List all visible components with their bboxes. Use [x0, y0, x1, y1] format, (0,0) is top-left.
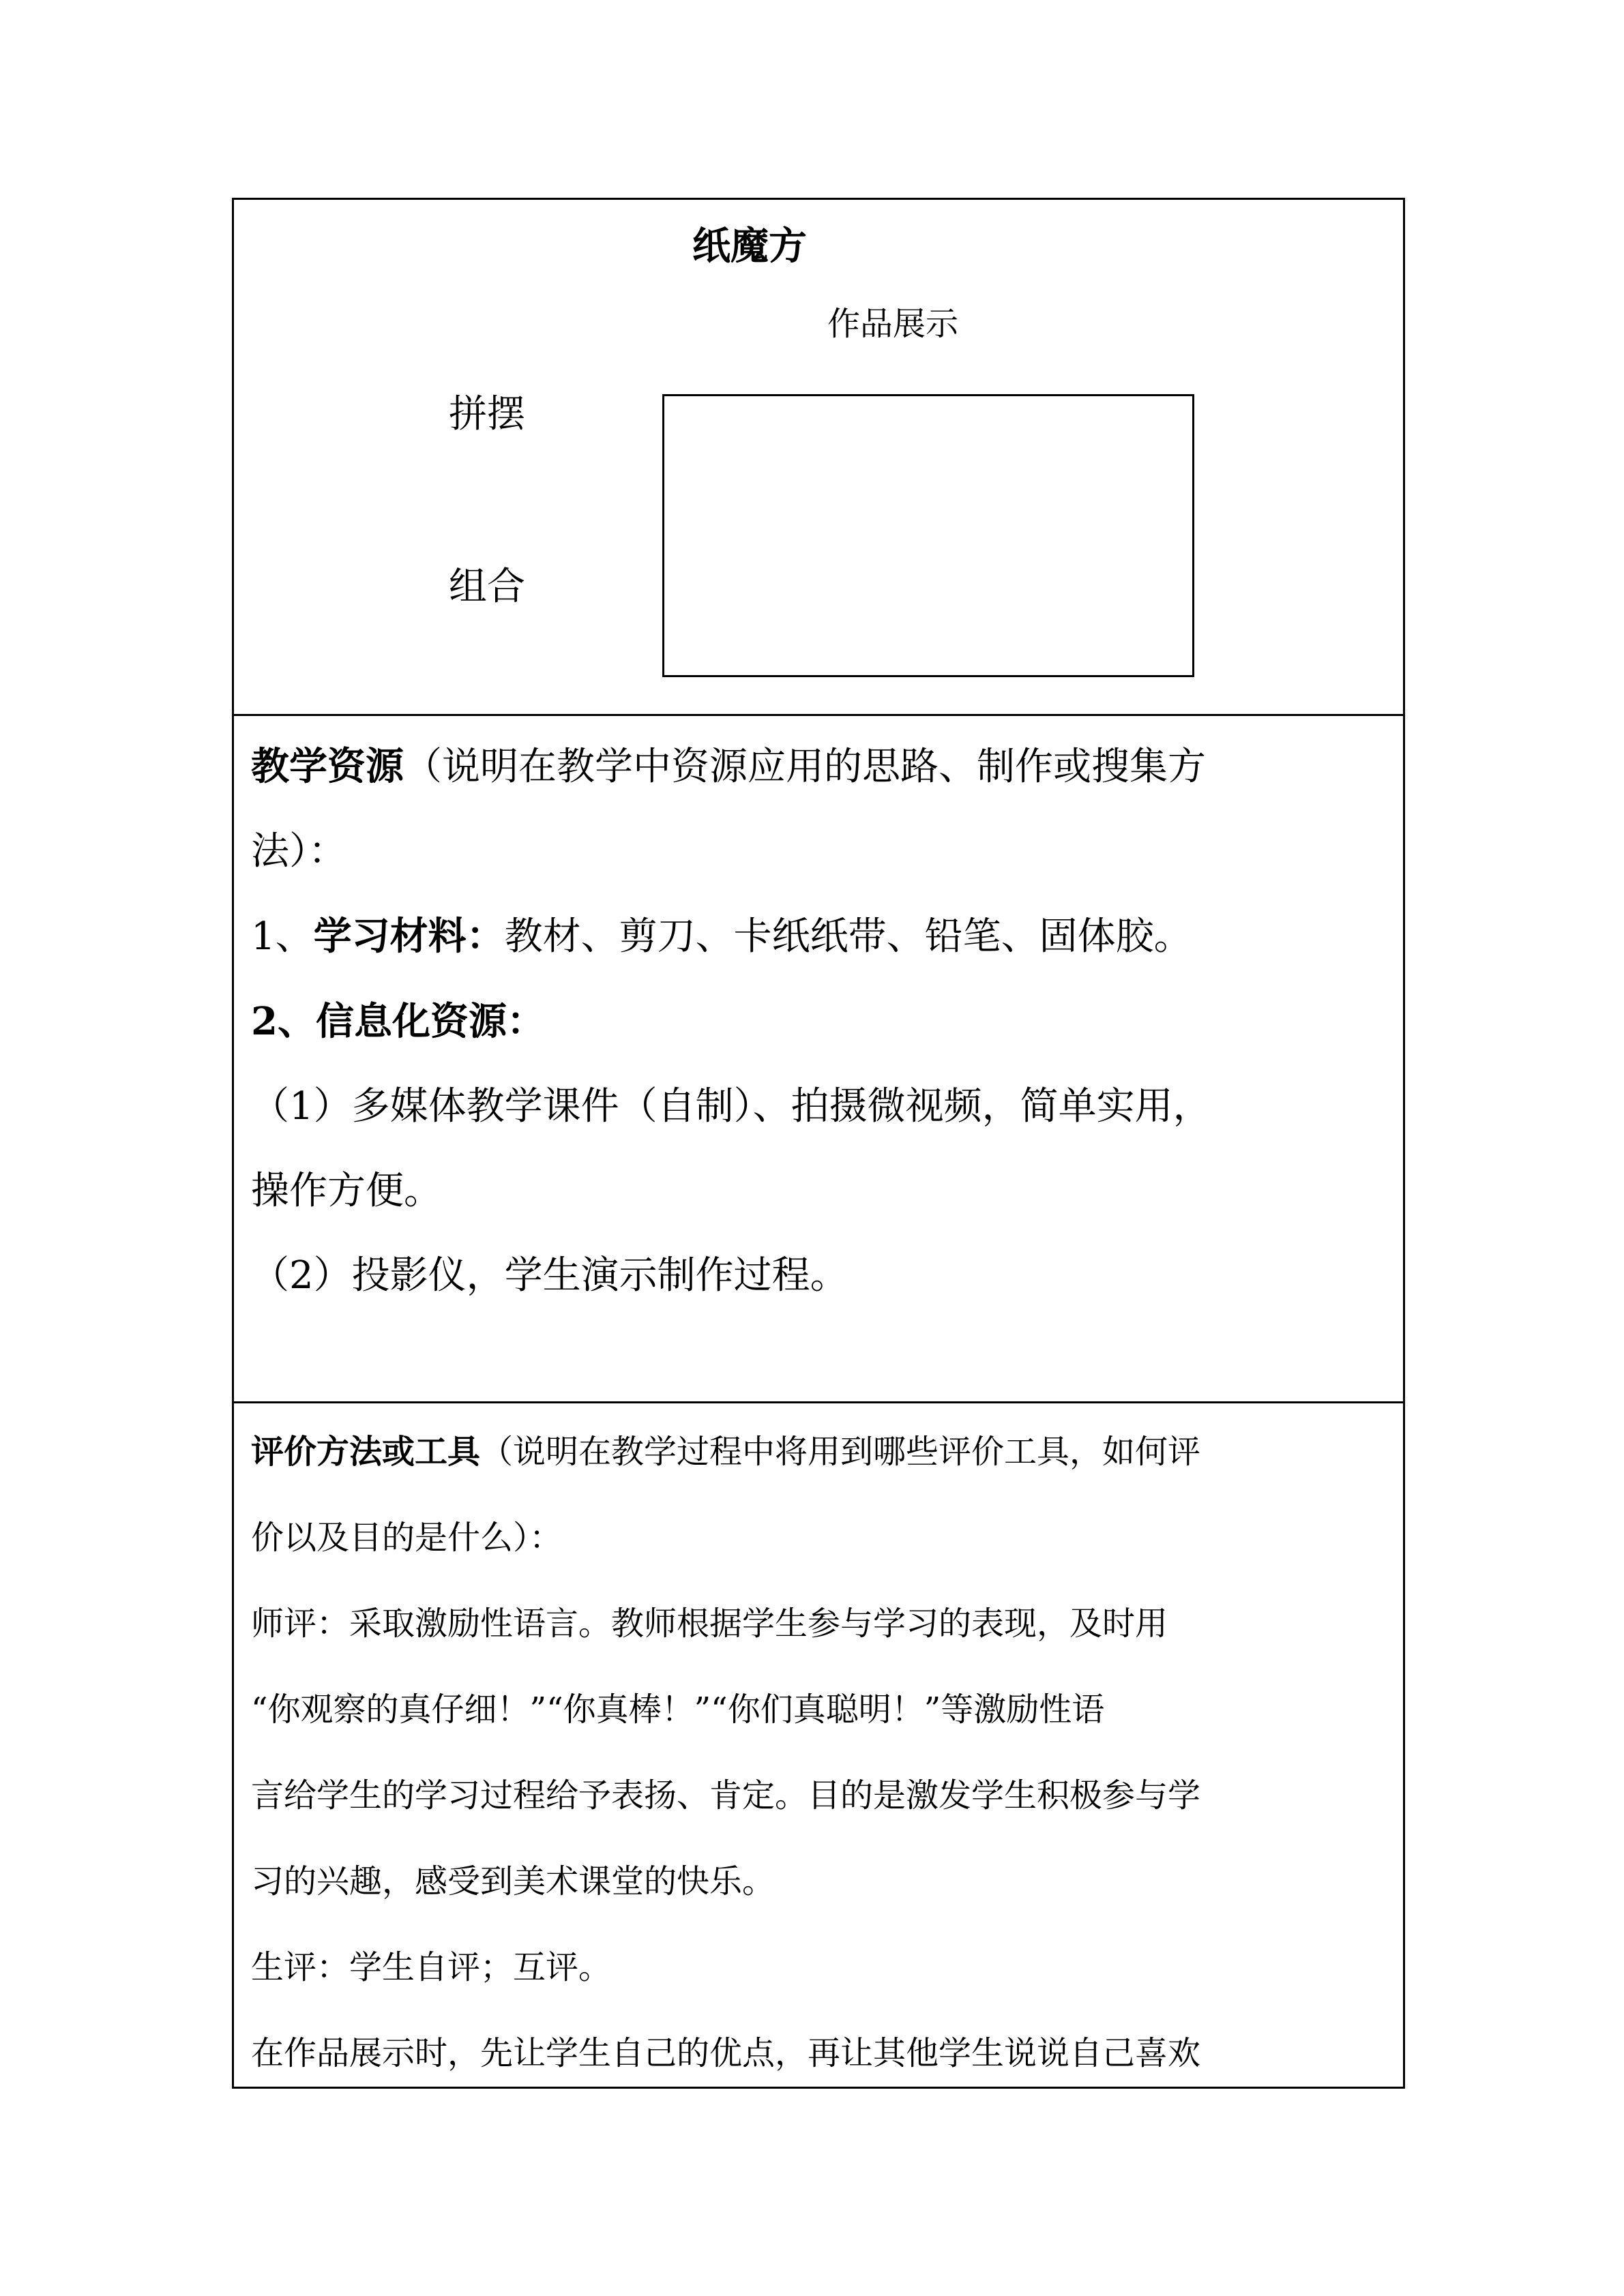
evaluation-line: 习的兴趣，感受到美术课堂的快乐。 [251, 1862, 776, 1900]
evaluation-section [234, 1403, 1403, 2089]
artwork-image-frame [662, 394, 1194, 677]
evaluation-line: 生评：学生自评；互评。 [251, 1948, 612, 1986]
section-subtitle: 作品展示 [827, 305, 959, 343]
evaluation-text [251, 1409, 1389, 2096]
document-table [232, 198, 1405, 2089]
resources-heading: 教学资源（说明在教学中资源应用的思路、制作或搜集方 [251, 744, 1206, 789]
resources-text [251, 724, 1389, 1318]
resources-sub-2: （2）投影仪，学生演示制作过程。 [251, 1253, 848, 1298]
label-combine: 组合 [449, 565, 525, 609]
evaluation-line: 在作品展示时，先让学生自己的优点，再让其他学生说说自己喜欢 [251, 2034, 1201, 2072]
artwork-display-section [234, 200, 1403, 716]
resources-heading-cont: 法）： [251, 829, 346, 874]
evaluation-heading: 评价方法或工具（说明在教学过程中将用到哪些评价工具，如何评 [251, 1433, 1201, 1471]
evaluation-line: 师评：采取激励性语言。教师根据学生参与学习的表现，及时用 [251, 1605, 1168, 1643]
resources-item-1: 1、学习材料：教材、剪刀、卡纸纸带、铅笔、固体胶。 [251, 914, 1192, 959]
evaluation-heading-cont: 价以及目的是什么）： [251, 1519, 563, 1557]
lesson-title: 纸魔方 [692, 224, 807, 269]
resources-sub-1: （1）多媒体教学课件（自制）、拍摄微视频，简单实用， [251, 1084, 1211, 1129]
evaluation-line: 言给学生的学习过程给予表扬、肯定。目的是激发学生积极参与学 [251, 1776, 1201, 1815]
teaching-resources-section [234, 716, 1403, 1403]
evaluation-line: “你观察的真仔细！”“你真棒！”“你们真聪明！”等激励性语 [251, 1690, 1105, 1729]
label-arrange: 拼摆 [449, 392, 525, 436]
resources-item-2: 2、信息化资源： [251, 999, 545, 1044]
resources-sub-1-cont: 操作方便。 [251, 1169, 442, 1213]
